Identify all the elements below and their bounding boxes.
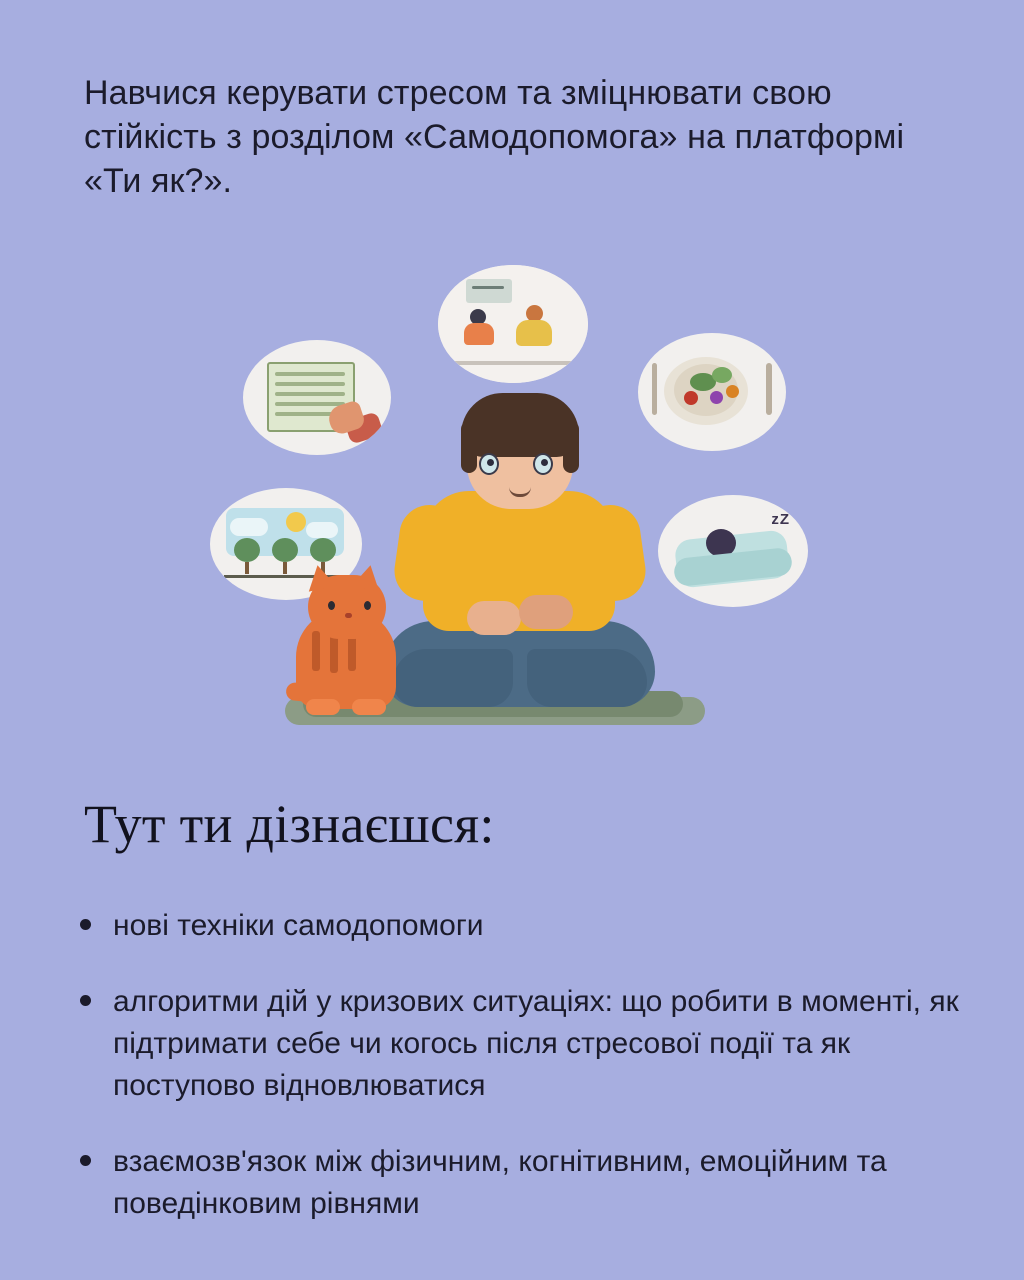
board-icon: [466, 279, 512, 303]
hair: [461, 393, 579, 457]
tree-icon: [234, 538, 260, 574]
cat-nose: [345, 613, 352, 618]
talk-bubble: [438, 265, 588, 383]
ground-line: [452, 361, 572, 365]
berry-icon: [710, 391, 723, 404]
page-title: Навчися керувати стресом та зміцнювати свою стійкість з розділом «Самодопомога» на платформі «Ти як?».: [84, 74, 905, 200]
greens-icon: [712, 367, 732, 383]
cat-paw-left: [306, 699, 340, 715]
cat: [290, 575, 410, 715]
left-shin: [393, 649, 513, 707]
knife-icon: [766, 363, 772, 415]
list-item: [80, 981, 970, 1107]
list-item-label: алгоритми дій у кризових ситуаціях: що робити в моменті, як підтримати себе чи когось після стресової події та як поступово відновлюватися: [113, 985, 959, 1102]
planner-bubble: [243, 340, 391, 455]
right-shin: [527, 649, 647, 707]
left-hand: [467, 601, 521, 635]
carrot-icon: [726, 385, 739, 398]
tomato-icon: [684, 391, 698, 405]
sleep-bubble: [658, 495, 808, 607]
list-item-label: взаємозв'язок між фізичним, когнітивним, емоційним та поведінковим рівнями: [113, 1145, 887, 1220]
right-pupil: [541, 459, 548, 466]
meditating-person: [375, 395, 665, 725]
benefits-list: [80, 905, 970, 1259]
left-pupil: [487, 459, 494, 466]
person-left-icon: [464, 309, 494, 349]
list-item-label: нові техніки самодопомоги: [113, 909, 484, 942]
cat-paw-right: [352, 699, 386, 715]
tree-icon: [272, 538, 298, 574]
right-hand: [519, 595, 573, 629]
list-item: [80, 905, 970, 947]
illustration: [180, 245, 860, 755]
bullet-dot-icon: [80, 1155, 91, 1166]
sun-icon: [286, 512, 306, 532]
cat-eye-left: [328, 601, 335, 610]
cloud-icon: [306, 522, 338, 538]
section-title: Тут ти дізнаєшся:: [84, 794, 495, 854]
bullet-dot-icon: [80, 919, 91, 930]
person-right-icon: [516, 305, 552, 351]
bullet-dot-icon: [80, 995, 91, 1006]
talk-bubble-background: [438, 265, 588, 383]
cloud-icon: [230, 518, 268, 536]
list-item: [80, 1141, 970, 1225]
zzz-icon: zZ: [771, 511, 790, 528]
cat-eye-right: [364, 601, 371, 610]
